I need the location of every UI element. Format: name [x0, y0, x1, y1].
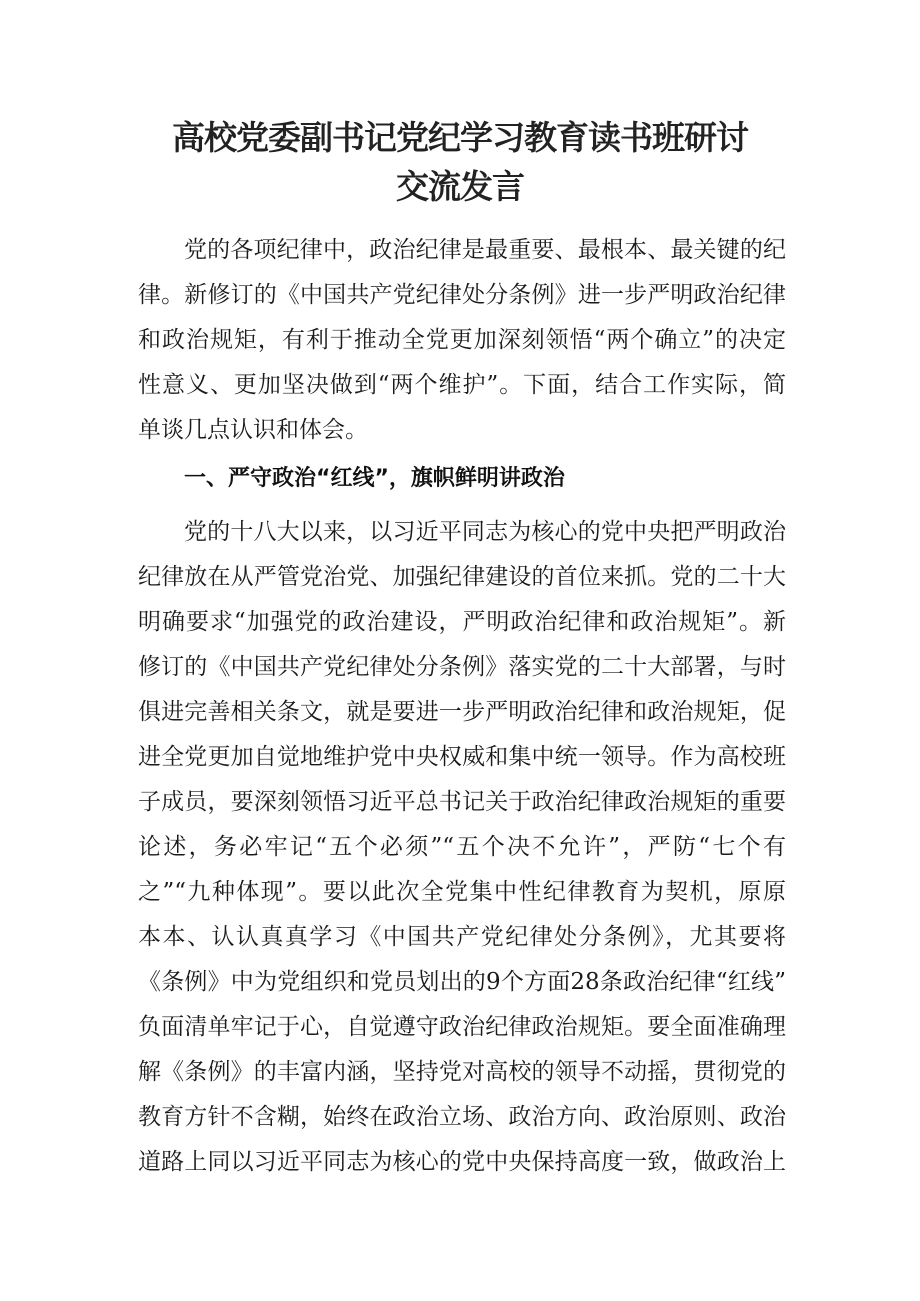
paragraph-line: 性意义、更加坚决做到“两个维护”。下面，结合工作实际，简 [138, 372, 786, 398]
paragraph-line: 党的各项纪律中，政治纪律是最重要、最根本、最关键的纪 [184, 237, 786, 263]
paragraph-line: 解《条例》的丰富内涵，坚持党对高校的领导不动摇，贯彻党的 [138, 1059, 786, 1085]
paragraph-line: 单谈几点认识和体会。 [138, 417, 368, 443]
paragraph-line: 《条例》中为党组织和党员划出的9个方面28条政治纪律“红线” [138, 969, 786, 995]
paragraph-line: 教育方针不含糊，始终在政治立场、政治方向、政治原则、政治 [138, 1104, 786, 1130]
paragraph-line: 道路上同以习近平同志为核心的党中央保持高度一致，做政治上 [138, 1149, 786, 1175]
paragraph-line: 修订的《中国共产党纪律处分条例》落实党的二十大部署，与时 [138, 654, 786, 680]
paragraph-line: 本本、认认真真学习《中国共产党纪律处分条例》，尤其要将 [138, 924, 786, 950]
paragraph-line: 进全党更加自觉地维护党中央权威和集中统一领导。作为高校班 [138, 744, 786, 770]
paragraph-line: 和政治规矩，有利于推动全党更加深刻领悟“两个确立”的决定 [138, 327, 786, 353]
section-1-paragraph [138, 510, 786, 1185]
paragraph-line: 之”“九种体现”。要以此次全党集中性纪律教育为契机，原原 [138, 879, 786, 905]
paragraph-line: 律。新修订的《中国共产党纪律处分条例》进一步严明政治纪律 [138, 282, 786, 308]
document-title-line-2: 交流发言 [396, 167, 524, 206]
intro-paragraph [138, 228, 786, 453]
paragraph-line: 俱进完善相关条文，就是要进一步严明政治纪律和政治规矩，促 [138, 699, 786, 725]
paragraph-line: 党的十八大以来，以习近平同志为核心的党中央把严明政治 [184, 519, 786, 545]
paragraph-line: 子成员，要深刻领悟习近平总书记关于政治纪律政治规矩的重要 [138, 789, 786, 815]
document-title-line-1: 高校党委副书记党纪学习教育读书班研讨 [172, 118, 748, 157]
paragraph-line: 纪律放在从严管党治党、加强纪律建设的首位来抓。党的二十大 [138, 564, 786, 590]
section-heading: 一、严守政治“红线”，旗帜鲜明讲政治 [184, 466, 565, 491]
paragraph-line: 论述，务必牢记“五个必须”“五个决不允许”，严防“七个有 [138, 834, 786, 860]
paragraph-line: 明确要求“加强党的政治建设，严明政治纪律和政治规矩”。新 [138, 609, 786, 635]
paragraph-line: 负面清单牢记于心，自觉遵守政治纪律政治规矩。要全面准确理 [138, 1014, 786, 1040]
